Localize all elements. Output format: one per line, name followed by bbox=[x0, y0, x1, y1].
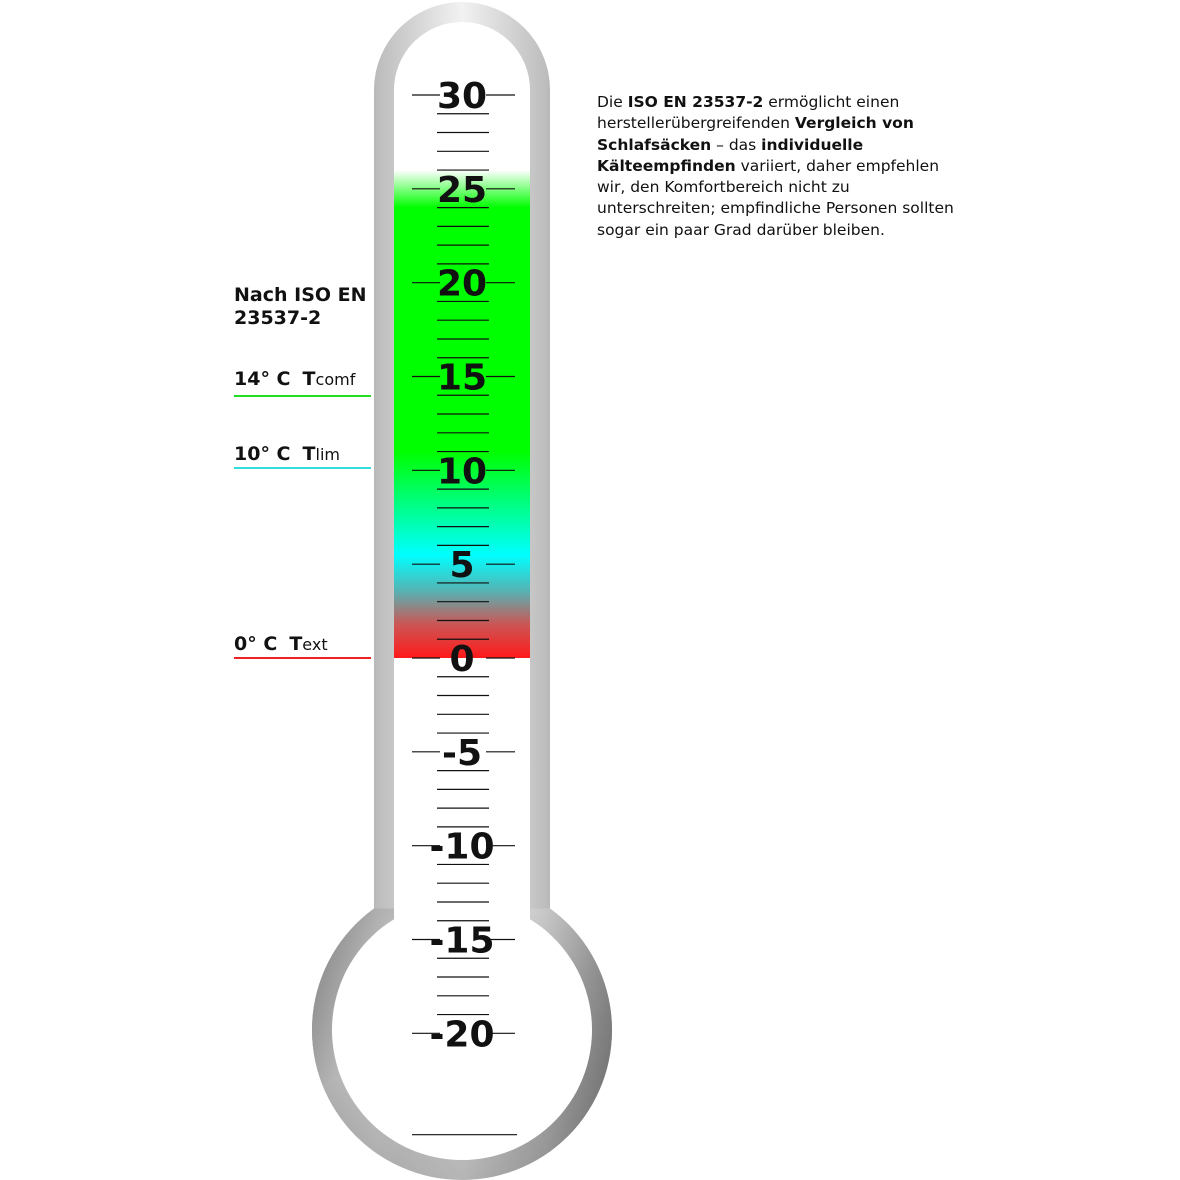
info-text bbox=[597, 92, 957, 241]
marker-comfort-t: T bbox=[302, 368, 316, 390]
scale-label--5: -5 bbox=[442, 732, 482, 774]
marker-extreme-line bbox=[234, 657, 371, 659]
marker-limit-line bbox=[234, 467, 371, 469]
standard-heading-line2: 23537-2 bbox=[234, 307, 322, 329]
marker-limit bbox=[234, 443, 371, 465]
scale-label-25: 25 bbox=[436, 169, 488, 211]
standard-heading-line1: Nach ISO EN bbox=[234, 284, 367, 306]
marker-comfort-temp: 14° C bbox=[234, 368, 291, 390]
info-text-part-1: Die bbox=[597, 93, 628, 111]
marker-extreme-t: T bbox=[289, 633, 303, 655]
marker-limit-t: T bbox=[302, 443, 316, 465]
info-text-part-2: ISO EN 23537-2 bbox=[627, 93, 764, 111]
info-text-part-7: variiert, daher empfehlen wir, den Komfortbereich nicht zu unterschreiten; empfindliche Personen sollten sogar ein paar Grad darüber bleiben. bbox=[597, 156, 954, 239]
marker-comfort-sub: comf bbox=[315, 370, 356, 389]
scale-label-15: 15 bbox=[436, 357, 488, 399]
scale-label-0: 0 bbox=[449, 639, 475, 680]
marker-extreme-sub: ext bbox=[302, 635, 328, 654]
marker-comfort-line bbox=[234, 395, 371, 397]
scale-label-30: 30 bbox=[436, 76, 488, 117]
scale-label--10: -10 bbox=[429, 826, 495, 868]
marker-extreme-temp: 0° C bbox=[234, 633, 278, 655]
scale-label--20: -20 bbox=[429, 1014, 495, 1056]
marker-extreme bbox=[234, 633, 371, 655]
standard-heading bbox=[234, 284, 394, 330]
info-text-part-3: ermöglicht einen herstellerübergreifenden bbox=[597, 93, 900, 133]
info-text-part-4: Vergleich von Schlafsäcken bbox=[597, 114, 914, 154]
marker-limit-sub: lim bbox=[315, 445, 340, 464]
scale-label-20: 20 bbox=[436, 263, 488, 305]
info-text-part-6: individuelle Kälteempfinden bbox=[597, 135, 864, 175]
scale-label--15: -15 bbox=[429, 920, 495, 962]
marker-comfort bbox=[234, 368, 371, 390]
scale-label-5: 5 bbox=[449, 545, 475, 587]
scale-label-10: 10 bbox=[436, 451, 488, 493]
marker-limit-temp: 10° C bbox=[234, 443, 291, 465]
info-text-part-5: – das bbox=[711, 135, 762, 154]
